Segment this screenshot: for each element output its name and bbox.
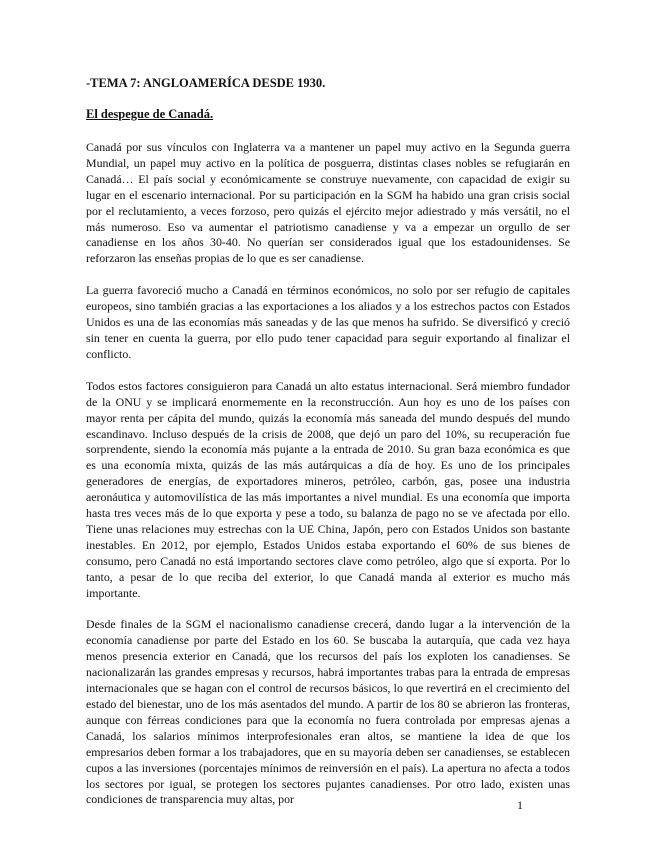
topic-title: -TEMA 7: ANGLOAMERÍCA DESDE 1930. bbox=[86, 76, 326, 90]
paragraph-4: Desde finales de la SGM el nacionalismo canadiense crecerá, dando lugar a la intervención de la economía canadiense por parte del Estado en los 60. Se buscaba la autarquía, que cada vez haya menos presencia exterior en Canadá, que los recursos del país los exploten los canadienses. Se nacionalizarán las grandes empresas y recursos, habrá importantes trabas para la entrada de empresas internacionales que se hagan con el control de recursos básicos, lo que revertirá en el crecimiento del estado del bienestar, uno de los más asentados del mundo. A partir de los 80 se abrieron las fronteras, aunque con férreas condiciones para que la economía no fuera controlada por empresas ajenas a Canadá, los salarios mínimos interprofesionales eran altos, se mantiene la idea de que los empresarios deben formar a los trabajadores, que en su mayoría deben ser canadienses, se establecen cupos a las inversiones (porcentajes mínimos de reinversión en el país). La apertura no afecta a todos los sectores por igual, se protegen los sectores pujantes canadienses. Por otro lado, existen unas condiciones de transparencia muy altas, por bbox=[86, 617, 570, 807]
paragraph-1: Canadá por sus vínculos con Inglaterra va a mantener un papel muy activo en la Segunda guerra Mundial, un papel muy activo en la política de posguerra, distintas clases nobles se refugiarán en Canadá… El país social y económicamente se construye nuevamente, con capacidad de exigir su lugar en el escenario internacional. Por su participación en la SGM ha habido una gran crisis social por el reclutamiento, a veces forzoso, pero quizás el ejército mejor adiestrado y más versátil, no el más numeroso. Eso va aumentar el patriotismo canadiense y va a empezar un orgullo de ser canadiense en los años 30-40. No querían ser considerados igual que los estadounidenses. Se reforzaron las enseñas propias de lo que es ser canadiense. bbox=[86, 140, 570, 266]
paragraph-2: La guerra favoreció mucho a Canadá en términos económicos, no solo por ser refugio de capitales europeos, sino también gracias a las exportaciones a los aliados y a los estrechos pactos con Estados Unidos es una de las economías más saneadas y de las que menos ha sufrido. Se diversificó y creció sin tener en cuenta la guerra, por ello pudo tener capacidad para seguir exportando al finalizar el conflicto. bbox=[86, 283, 570, 361]
page-content bbox=[86, 75, 570, 824]
paragraph-3: Todos estos factores consiguieron para Canadá un alto estatus internacional. Será miembro fundador de la ONU y se implicará enormemente en la reconstrucción. Aun hoy es uno de los países con mayor renta per cápita del mundo, quizás la economía más saneada del mundo después del mundo escandinavo. Incluso después de la crisis de 2008, que dejó un paro del 10%, su recuperación fue sorprendente, siendo la economía más pujante a la entrada de 2010. Su gran baza económica es que es una economía mixta, quizás de las más autárquicas a día de hoy. Es uno de los principales generadores de energías, de exportadores mineros, petróleo, carbón, gas, posee una industria aeronáutica y automovilística de las más importantes a nivel mundial. Es una economía que importa hasta tres veces más de lo que exporta y pese a todo, su balanza de pago no se ve afectada por ello. Tiene unas relaciones muy estrechas con la UE China, Japón, pero con Estados Unidos son bastante inestables. En 2012, por ejemplo, Estados Unidos estaba exportando el 60% de sus bienes de consumo, pero Canadá no está importando sectores clave como petróleo, algo que sí exporta. Por lo tanto, a pesar de lo que reciba del exterior, lo que Canadá manda al exterior es mucho más importante. bbox=[86, 378, 570, 600]
page-number: 1 bbox=[517, 798, 523, 812]
section-heading: El despegue de Canadá. bbox=[86, 107, 214, 121]
